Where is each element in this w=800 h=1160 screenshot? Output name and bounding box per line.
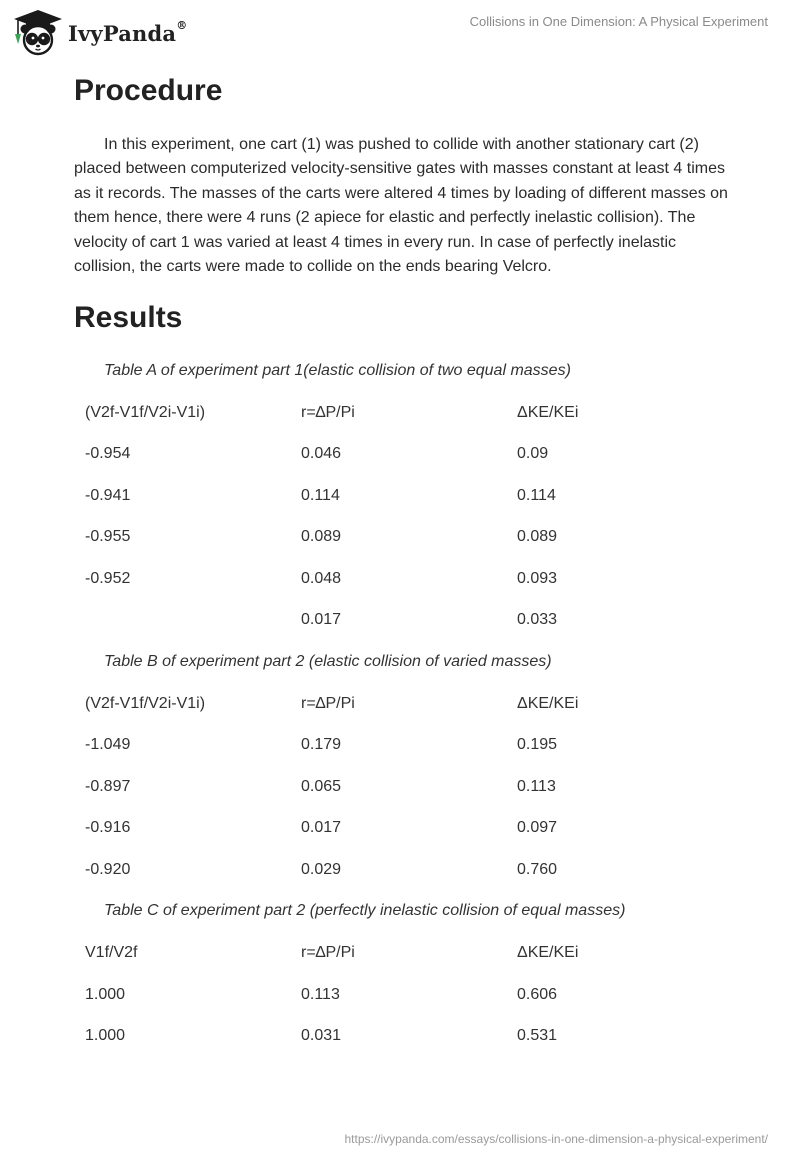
table-cell: 0.017 — [301, 611, 342, 628]
table-c-row — [0, 986, 800, 1006]
table-cell: -0.955 — [85, 528, 131, 545]
table-cell: 0.093 — [517, 570, 558, 587]
table-cell: -0.954 — [85, 445, 131, 462]
table-b-row — [0, 736, 800, 756]
table-b-header-cell: (V2f-V1f/V2i-V1i) — [85, 695, 206, 712]
table-cell: 0.114 — [301, 487, 340, 504]
table-cell: -0.952 — [85, 570, 131, 587]
table-c-header-row — [0, 944, 800, 964]
table-cell: 1.000 — [85, 1027, 126, 1044]
table-b-header-row — [0, 695, 800, 715]
table-a-row — [0, 445, 800, 465]
table-a-row — [0, 487, 800, 507]
table-cell: 0.017 — [301, 819, 342, 836]
table-a-header-cell: (V2f-V1f/V2i-V1i) — [85, 404, 206, 421]
table-cell: 0.09 — [517, 445, 549, 462]
table-cell: -0.897 — [85, 778, 131, 795]
table-b-header-cell: ΔKE/KEi — [517, 695, 579, 712]
table-b-caption: Table B of experiment part 2 (elastic collision of varied masses) — [104, 653, 552, 670]
table-a-caption: Table A of experiment part 1(elastic collision of two equal masses) — [104, 362, 571, 379]
table-a-row — [0, 611, 800, 631]
table-c-header-cell: ΔKE/KEi — [517, 944, 579, 961]
table-cell: 0.089 — [517, 528, 558, 545]
table-a-row — [0, 528, 800, 548]
panda-graduate-icon — [12, 8, 64, 56]
table-cell: 0.114 — [517, 487, 556, 504]
table-cell: -0.920 — [85, 861, 131, 878]
table-b-row — [0, 861, 800, 881]
table-cell: 0.531 — [517, 1027, 558, 1044]
table-cell: -1.049 — [85, 736, 131, 753]
table-c-header-cell: r=∆P/Pi — [301, 944, 355, 961]
table-cell: 0.089 — [301, 528, 342, 545]
table-c-header-cell: V1f/V2f — [85, 944, 138, 961]
table-cell: 0.046 — [301, 445, 342, 462]
source-url-link[interactable]: https://ivypanda.com/essays/collisions-in-one-dimension-a-physical-experiment/ — [344, 1132, 768, 1146]
brand-name: IvyPanda® — [68, 18, 188, 46]
table-cell: 1.000 — [85, 986, 126, 1003]
brand-logo[interactable] — [12, 8, 187, 56]
table-cell: 0.048 — [301, 570, 342, 587]
table-a-header-cell: ΔKE/KEi — [517, 404, 579, 421]
table-cell: 0.065 — [301, 778, 342, 795]
procedure-paragraph: In this experiment, one cart (1) was pushed to collide with another stationary cart (2) placed between computerized velocity-sensitive gates with masses constant at least 4 times as it records. The masses of the carts were altered 4 times by loading of different masses on them hence, there were 4 runs (2 apiece for elastic and perfectly inelastic collision). The velocity of cart 1 was varied at least 4 times in every run. In case of perfectly inelastic collision, the carts were made to collide on the ends bearing Velcro. — [74, 136, 728, 276]
procedure-heading: Procedure — [74, 74, 223, 107]
results-heading: Results — [74, 301, 183, 334]
table-b-row — [0, 778, 800, 798]
table-cell: -0.916 — [85, 819, 131, 836]
document-title: Collisions in One Dimension: A Physical Experiment — [469, 14, 768, 29]
table-cell: 0.760 — [517, 861, 558, 878]
table-a-header-cell: r=∆P/Pi — [301, 404, 355, 421]
table-cell: 0.033 — [517, 611, 558, 628]
table-cell: 0.113 — [517, 778, 556, 795]
table-cell: 0.113 — [301, 986, 340, 1003]
table-b-header-cell: r=∆P/Pi — [301, 695, 355, 712]
table-cell: 0.195 — [517, 736, 558, 753]
table-c-caption: Table C of experiment part 2 (perfectly inelastic collision of equal masses) — [104, 902, 626, 919]
table-cell: 0.029 — [301, 861, 342, 878]
table-cell: 0.606 — [517, 986, 558, 1003]
table-cell: 0.031 — [301, 1027, 342, 1044]
table-cell: -0.941 — [85, 487, 131, 504]
table-cell: 0.097 — [517, 819, 558, 836]
table-c-row — [0, 1027, 800, 1047]
table-a-row — [0, 570, 800, 590]
table-a-header-row — [0, 404, 800, 424]
registered-mark: ® — [176, 18, 188, 32]
table-b-row — [0, 819, 800, 839]
table-cell: 0.179 — [301, 736, 342, 753]
